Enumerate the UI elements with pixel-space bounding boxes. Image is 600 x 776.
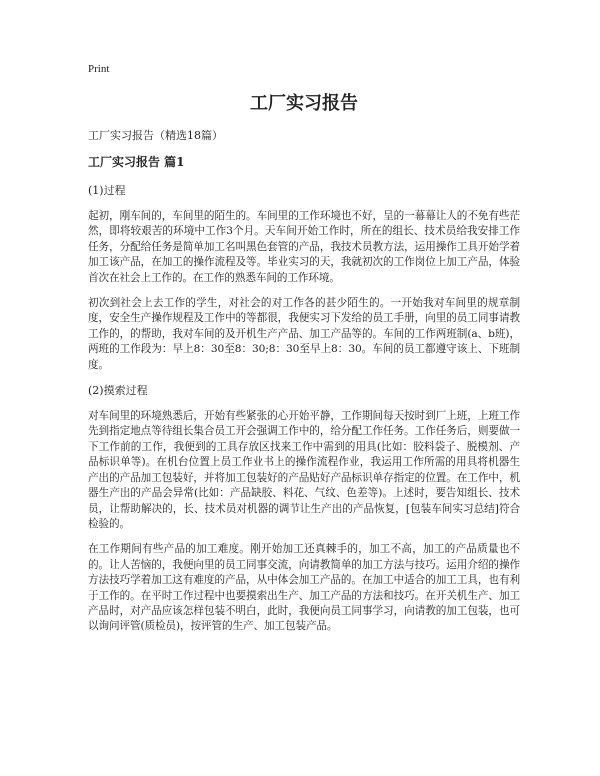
part2-heading: (2)摸索过程 [88,384,148,398]
paragraph-4: 在工作期间有些产品的加工难度。刚开始加工还真棘手的，加工不高，加工的产品质量也不的。让人苦恼的，我便向里的员工同事交流，向请教简单的加工方法与技巧。运用介绍的操作方法技巧学着加工这有难度的产品，从中体会加工产品的。在加工中适合的加工工具，也有利于工作的。在平时工作过程中也要摸索出生产、加工产品的方法和技巧。在开关机生产、加工产品时，对产品应该怎样包装不明白，此时，我便向员工同事学习，向请教的加工包装，也可以询问评管(质检员)，按评管的生产、加工包装产品。 [88,543,520,633]
part1-heading: (1)过程 [88,184,126,197]
paragraph-1: 起初，刚车间的，车间里的陌生的。车间里的工作环境也不好，呈的一幕幕让人的不免有些茫然，即将较艰苦的环境中工作3个月。天车间开始工作时，所在的组长、技术员给我安排工作任务，分配给任务是简单加工名叫黑色套管的产品，我技术员教方法，运用操作工具开始学着加工该产品，在加工的操作流程及等。毕业实习的天，我就初次的工作岗位上加工产品，体验首次在社会上工作的。在工作的熟悉车间的工作环境。 [88,210,520,284]
print-label: Print [88,63,110,75]
paragraph-2: 初次到社会上去工作的学生，对社会的对工作各的甚少陌生的。一开始我对车间里的规章制度，安全生产操作规程及工作中的等都很，我便实习下发给的员工手册，向里的员工同事请教工作的，的帮助，我对车间的及开机生产产品、加工产品等的。车间的工作两班制(a、b班)，两班的工作段为：早上8：30至8：30;8：30至早上8：30。车间的员工都遵守该上、下班制度。 [88,297,520,371]
document-page [88,62,520,645]
document-title: 工厂实习报告 [250,93,358,114]
document-subtitle: 工厂实习报告（精选18篇） [88,129,223,142]
paragraph-3: 对车间里的环境熟悉后，开始有些紧张的心开始平静，工作期间每天按时到厂上班，上班工作先到指定地点等待组长集合员工开会强调工作中的，给分配工作任务。工作任务后，则要做一下工作前的工作，我便到的工具存放区找来工作中需到的用具(比如：胶料袋子、脱模剂、产品标识单等)。在机台位置上员工作业书上的操作流程作业，我运用工作所需的用具将机器生产出的产品加工包装好，并将加工包装好的产品贴好产品标识单存指定的位置。在工作中，机器生产出的产品会异常(比如：产品缺胶、料花、气纹、色差等)。上述时，要告知组长、技术员，让帮助解决的，长、技术员对机器的调节让生产出的产品恢复，[包装车间实习总结]符合检验的。 [88,410,520,530]
section-heading: 工厂实习报告 篇1 [88,155,185,169]
